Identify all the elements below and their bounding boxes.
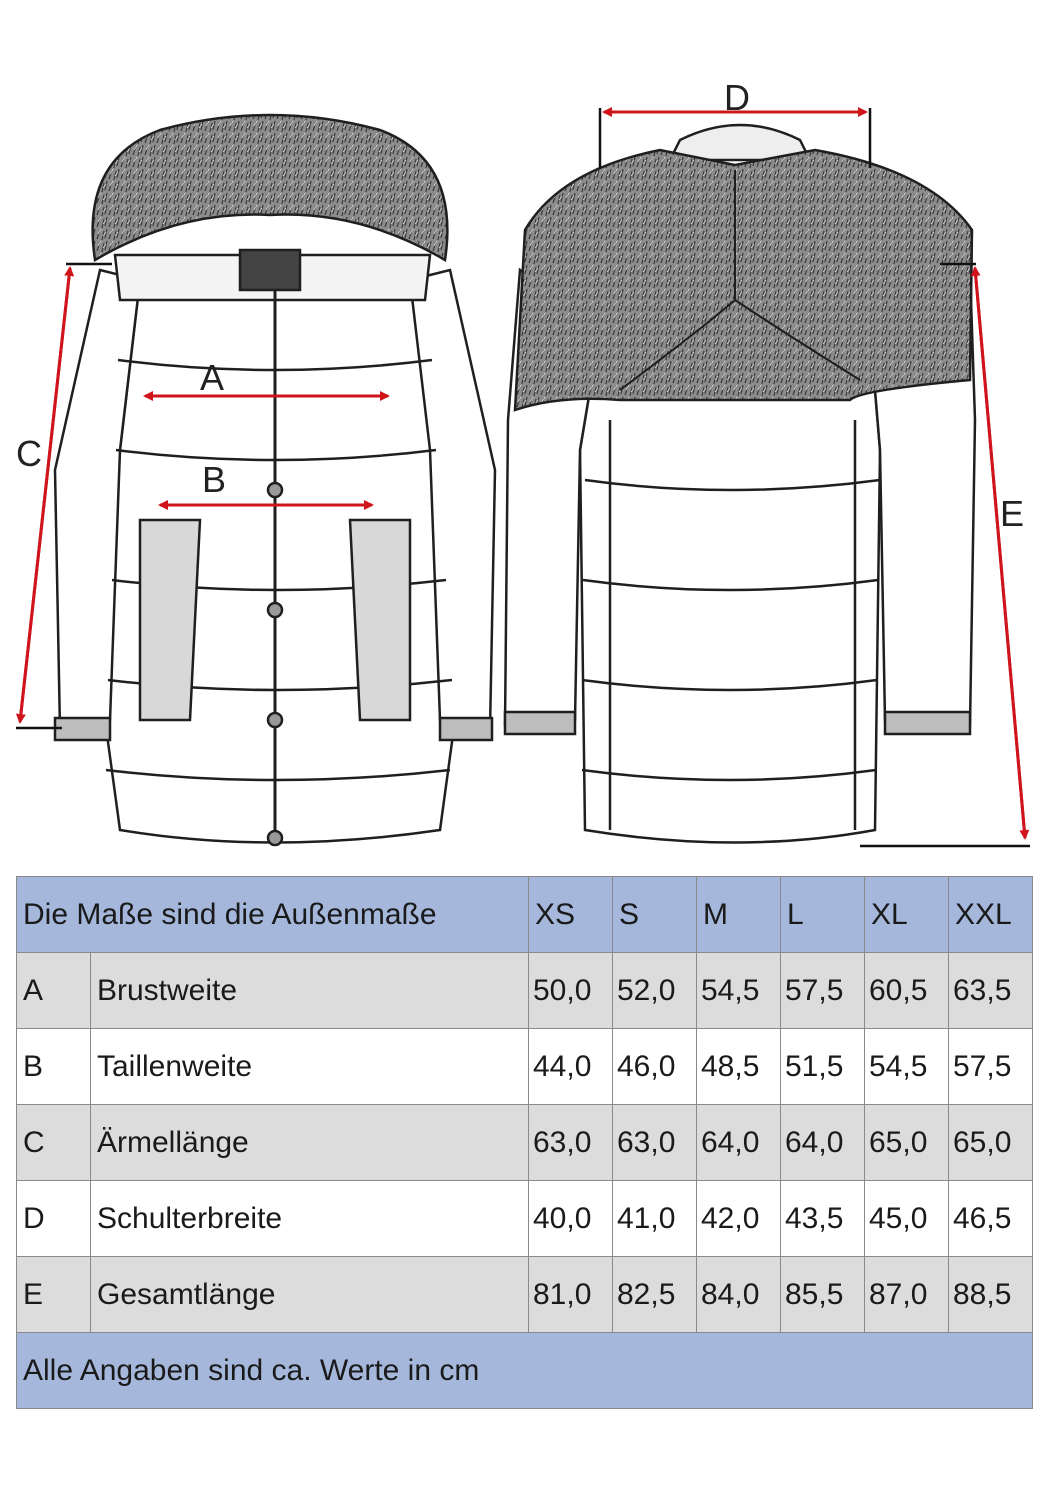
row-name: Schulterbreite <box>91 1181 529 1257</box>
footer-note: Alle Angaben sind ca. Werte in cm <box>17 1333 1033 1409</box>
row-value: 46,5 <box>949 1181 1033 1257</box>
dimension-label-d: D <box>724 77 750 118</box>
row-value: 42,0 <box>697 1181 781 1257</box>
row-value: 54,5 <box>697 953 781 1029</box>
row-code: D <box>17 1181 91 1257</box>
row-value: 64,0 <box>697 1105 781 1181</box>
size-table <box>16 876 1033 1409</box>
row-value: 60,5 <box>865 953 949 1029</box>
size-header-xxl: XXL <box>949 877 1033 953</box>
back-jacket-drawing <box>505 125 975 843</box>
size-header-xl: XL <box>865 877 949 953</box>
row-value: 65,0 <box>865 1105 949 1181</box>
row-value: 88,5 <box>949 1257 1033 1333</box>
table-row <box>17 1029 1033 1105</box>
row-value: 50,0 <box>529 953 613 1029</box>
row-value: 84,0 <box>697 1257 781 1333</box>
row-value: 63,5 <box>949 953 1033 1029</box>
row-code: C <box>17 1105 91 1181</box>
table-row <box>17 1105 1033 1181</box>
table-row <box>17 1257 1033 1333</box>
row-value: 46,0 <box>613 1029 697 1105</box>
table-row <box>17 1181 1033 1257</box>
dimension-label-b: B <box>202 459 227 500</box>
row-value: 51,5 <box>781 1029 865 1105</box>
size-header-xs: XS <box>529 877 613 953</box>
row-value: 81,0 <box>529 1257 613 1333</box>
dimension-label-e: E <box>1000 493 1025 534</box>
row-value: 63,0 <box>613 1105 697 1181</box>
row-code: B <box>17 1029 91 1105</box>
row-name: Taillenweite <box>91 1029 529 1105</box>
dimension-label-c: C <box>16 433 42 474</box>
row-value: 52,0 <box>613 953 697 1029</box>
row-value: 44,0 <box>529 1029 613 1105</box>
row-name: Ärmellänge <box>91 1105 529 1181</box>
table-header-label: Die Maße sind die Außenmaße <box>17 877 529 953</box>
row-code: A <box>17 953 91 1029</box>
row-value: 54,5 <box>865 1029 949 1105</box>
dimension-label-a: A <box>200 357 225 398</box>
row-value: 63,0 <box>529 1105 613 1181</box>
row-value: 48,5 <box>697 1029 781 1105</box>
row-value: 57,5 <box>949 1029 1033 1105</box>
size-header-s: S <box>613 877 697 953</box>
row-code: E <box>17 1257 91 1333</box>
row-value: 65,0 <box>949 1105 1033 1181</box>
front-jacket-drawing <box>55 115 495 845</box>
row-value: 64,0 <box>781 1105 865 1181</box>
size-header-m: M <box>697 877 781 953</box>
size-header-l: L <box>781 877 865 953</box>
row-value: 41,0 <box>613 1181 697 1257</box>
row-name: Gesamtlänge <box>91 1257 529 1333</box>
table-header-row <box>17 877 1033 953</box>
row-value: 45,0 <box>865 1181 949 1257</box>
row-value: 85,5 <box>781 1257 865 1333</box>
row-value: 82,5 <box>613 1257 697 1333</box>
table-row <box>17 953 1033 1029</box>
row-value: 57,5 <box>781 953 865 1029</box>
row-value: 43,5 <box>781 1181 865 1257</box>
row-value: 87,0 <box>865 1257 949 1333</box>
row-value: 40,0 <box>529 1181 613 1257</box>
row-name: Brustweite <box>91 953 529 1029</box>
table-footer-row <box>17 1333 1033 1409</box>
